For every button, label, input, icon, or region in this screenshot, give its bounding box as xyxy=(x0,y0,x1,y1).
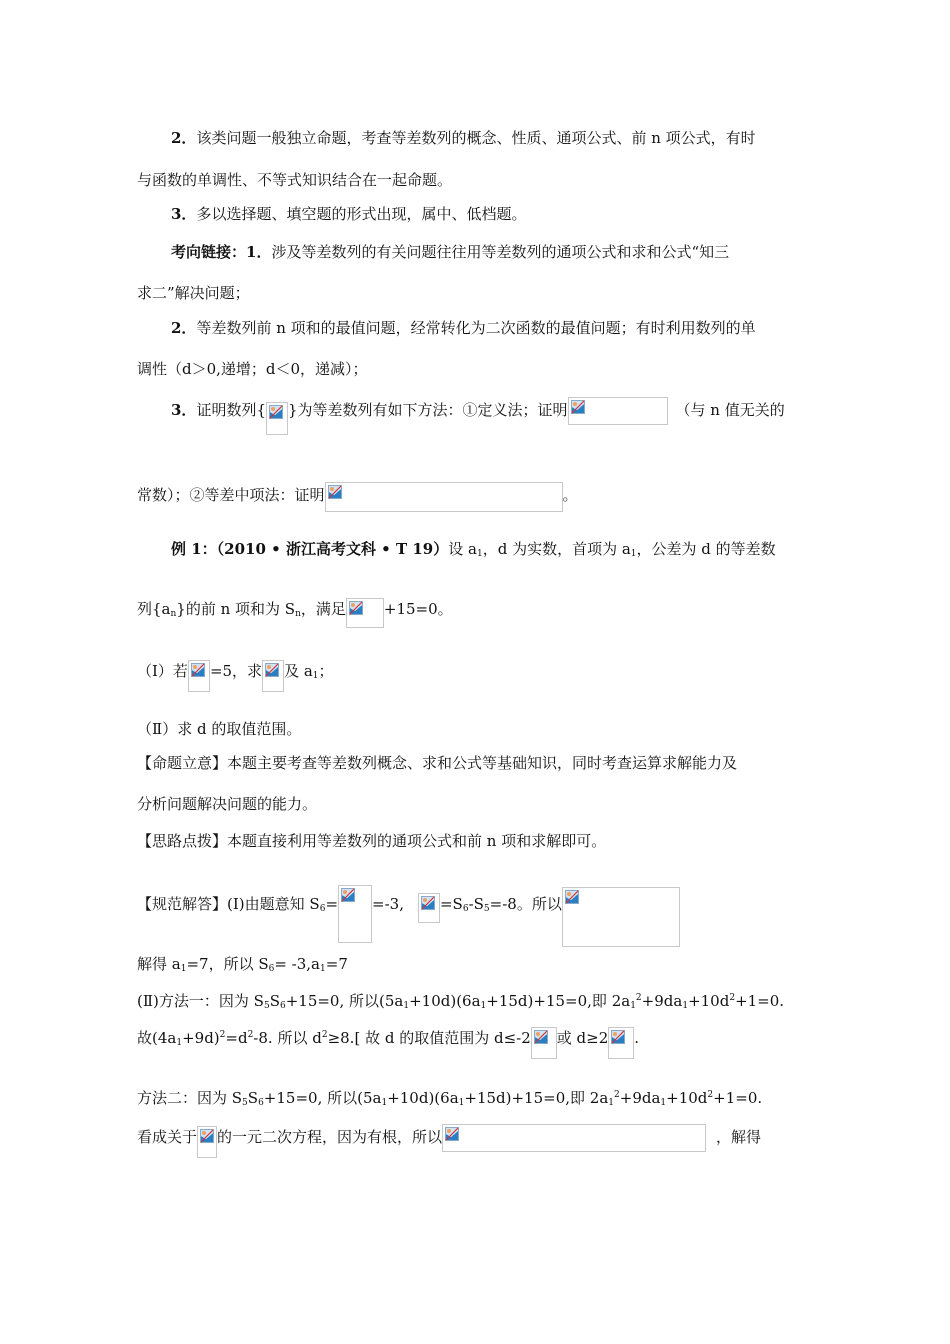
intent-paragraph xyxy=(137,753,737,773)
question-2: （Ⅱ）求 d 的取值范围。 xyxy=(137,720,302,738)
text-run: = xyxy=(325,895,339,913)
text-run: ，解得 xyxy=(716,1128,762,1146)
text-run: +15d)+15=0,即 2a xyxy=(464,1089,609,1107)
text-run: =7，所以 S xyxy=(186,955,269,973)
solution-part-1 xyxy=(137,885,680,947)
text-run: 解得 a xyxy=(137,955,181,973)
text-run: ，d 为实数，首项为 a xyxy=(482,540,631,558)
superscript: 2 xyxy=(321,1030,328,1040)
broken-image-icon xyxy=(534,1030,548,1044)
subscript: 6 xyxy=(462,904,469,914)
text-run: 。 xyxy=(562,486,578,504)
text-run: 的一元二次方程，因为有根，所以 xyxy=(217,1128,443,1146)
paragraph-5 xyxy=(171,397,785,435)
text-run: +10d)(6a xyxy=(387,1089,459,1107)
text-run: (Ⅱ)方法一：因为 S xyxy=(137,992,264,1010)
formula-image xyxy=(418,893,440,923)
formula-image xyxy=(608,1027,634,1059)
text-run: 列{a xyxy=(137,600,171,618)
paragraph-text: 多以选择题、填空题的形式出现，属中、低档题。 xyxy=(196,205,527,223)
subscript: 6 xyxy=(258,1098,264,1108)
text-run: =-8。所以 xyxy=(489,895,562,913)
method-2-line-1 xyxy=(137,1085,762,1113)
paragraph-text: 涉及等差数列的有关问题往往用等差数列的通项公式和求和公式“知三 xyxy=(271,243,730,261)
text-run: ； xyxy=(318,662,334,680)
text-run: =-3, xyxy=(372,895,404,913)
item-number: 1． xyxy=(246,243,272,261)
subscript: 1 xyxy=(682,1001,689,1011)
text-run: S xyxy=(269,992,280,1010)
subscript: 5 xyxy=(483,904,490,914)
text-run: 及 a xyxy=(284,662,313,680)
text-run: ≥8.[ 故 d 的取值范围为 d≤-2 xyxy=(327,1029,531,1047)
method-1-line-2 xyxy=(137,1025,639,1059)
text-run: +1=0. xyxy=(713,1089,763,1107)
broken-image-icon xyxy=(269,405,283,419)
subscript: 1 xyxy=(176,1038,183,1048)
subscript: n xyxy=(295,609,301,619)
text-run: = -3,a xyxy=(274,955,321,973)
text-run: =5，求 xyxy=(209,662,263,680)
subscript: 1 xyxy=(180,964,187,974)
formula-image xyxy=(188,660,210,692)
text-run: 本题直接利用等差数列的通项公式和前 n 项和求解即可。 xyxy=(227,832,607,850)
text-run: +1=0. xyxy=(735,992,785,1010)
text-run: 设 a xyxy=(448,540,477,558)
formula-image xyxy=(325,482,563,512)
example-1 xyxy=(171,539,776,564)
formula-image xyxy=(531,1027,557,1059)
text-run: }的前 n 项和为 S xyxy=(176,600,296,618)
text-run: +15=0。 xyxy=(383,600,453,618)
text-run: +9da xyxy=(641,992,683,1010)
subscript: n xyxy=(170,609,177,619)
subscript: 5 xyxy=(242,1098,248,1108)
broken-image-icon xyxy=(191,663,205,677)
formula-image xyxy=(346,598,384,628)
text-run: 故(4a xyxy=(137,1029,177,1047)
superscript: 2 xyxy=(729,993,736,1003)
subscript: 6 xyxy=(319,904,326,914)
section-label: 考向链接： xyxy=(171,243,247,261)
broken-image-icon xyxy=(611,1030,625,1044)
subscript: 1 xyxy=(320,964,326,974)
item-number: 2． xyxy=(171,319,197,337)
paragraph-3 xyxy=(171,242,729,262)
item-number: 3． xyxy=(171,401,197,419)
superscript: 2 xyxy=(219,1030,226,1040)
broken-image-icon xyxy=(571,400,585,414)
text-run: +9da xyxy=(619,1089,661,1107)
text-run: （Ⅰ）若 xyxy=(137,662,188,680)
text-run: 证明数列{ xyxy=(196,401,266,419)
solution-part-2 xyxy=(137,954,348,979)
text-run: ，满足 xyxy=(300,600,346,618)
subscript: 6 xyxy=(279,1001,286,1011)
formula-image xyxy=(262,660,284,692)
broken-image-icon xyxy=(328,485,342,499)
subscript: 1 xyxy=(660,1098,667,1108)
formula-image xyxy=(562,887,680,947)
hint-paragraph xyxy=(137,831,606,851)
method-1-line-1 xyxy=(137,988,784,1016)
superscript: 2 xyxy=(614,1090,620,1100)
paragraph-5-cont xyxy=(137,482,578,512)
superscript: 2 xyxy=(247,1030,254,1040)
paragraph-1 xyxy=(171,128,756,148)
section-label: 【命题立意】 xyxy=(137,754,228,772)
text-run: +15=0, 所以(5a xyxy=(285,992,404,1010)
text-run: 看成关于 xyxy=(137,1128,198,1146)
broken-image-icon xyxy=(421,896,435,910)
subscript: 1 xyxy=(458,1098,465,1108)
broken-image-icon xyxy=(445,1127,459,1141)
text-run: +9d) xyxy=(182,1029,220,1047)
text-run: =d xyxy=(225,1029,248,1047)
example-1-cont xyxy=(137,598,453,628)
question-1 xyxy=(137,660,334,692)
text-run: 方法二：因为 S xyxy=(137,1089,243,1107)
formula-image xyxy=(568,397,668,425)
text-run: +10d xyxy=(688,992,730,1010)
subscript: 1 xyxy=(630,1001,636,1011)
text-run: ，公差为 d 的等差数 xyxy=(636,540,776,558)
paragraph-text: 该类问题一般独立命题，考查等差数列的概念、性质、通项公式、前 n 项公式，有时 xyxy=(196,129,756,147)
superscript: 2 xyxy=(635,993,642,1003)
text-run: +10d)(6a xyxy=(409,992,481,1010)
text-run: +15=0, 所以(5a xyxy=(263,1089,382,1107)
subscript: 1 xyxy=(476,549,483,559)
item-number: 3． xyxy=(171,205,197,223)
section-label: 【规范解答】 xyxy=(137,895,228,913)
broken-image-icon xyxy=(265,663,279,677)
formula-image xyxy=(338,885,372,943)
paragraph-1-cont: 与函数的单调性、不等式知识结合在一起命题。 xyxy=(137,171,453,189)
text-run: (Ⅰ)由题意知 S xyxy=(227,895,320,913)
superscript: 2 xyxy=(707,1090,714,1100)
text-run: +15d)+15=0,即 2a xyxy=(486,992,631,1010)
text-run: =S xyxy=(439,895,463,913)
subscript: 1 xyxy=(608,1098,615,1108)
text-run: =7 xyxy=(325,955,348,973)
subscript: 1 xyxy=(630,549,637,559)
text-run: S xyxy=(247,1089,259,1107)
paragraph-3-cont: 求二”解决问题； xyxy=(137,284,250,302)
method-2-line-2 xyxy=(137,1124,761,1158)
subscript: 1 xyxy=(403,1001,410,1011)
text-run: -S xyxy=(468,895,484,913)
subscript: 5 xyxy=(263,1001,270,1011)
section-label: 【思路点拨】 xyxy=(137,832,228,850)
text-run: 或 d≥2 xyxy=(556,1029,609,1047)
formula-image xyxy=(442,1124,706,1152)
text-run: }为等差数列有如下方法：①定义法；证明 xyxy=(287,401,568,419)
subscript: 1 xyxy=(312,671,319,681)
text-run: 常数）；②等差中项法：证明 xyxy=(137,486,325,504)
formula-image xyxy=(197,1126,217,1158)
text-run: . xyxy=(634,1029,640,1047)
formula-image xyxy=(266,402,288,435)
paragraph-text: 等差数列前 n 项和的最值问题，经常转化为二次函数的最值问题；有时利用数列的单 xyxy=(196,319,756,337)
example-source: （2010 • 浙江高考文科 • T 19） xyxy=(216,540,449,558)
paragraph-4-cont: 调性（d＞0,递增；d＜0，递减）； xyxy=(137,360,368,378)
text-run: -8. 所以 d xyxy=(253,1029,322,1047)
subscript: 6 xyxy=(268,964,275,974)
example-label: 例 1： xyxy=(171,540,217,558)
broken-image-icon xyxy=(341,888,355,902)
broken-image-icon xyxy=(349,601,363,615)
text-run: （与 n 值无关的 xyxy=(675,401,785,419)
intent-paragraph-cont: 分析问题解决问题的能力。 xyxy=(137,795,318,813)
item-number: 2． xyxy=(171,129,197,147)
text-run: +10d xyxy=(666,1089,708,1107)
broken-image-icon xyxy=(200,1129,214,1143)
text-run: 本题主要考查等差数列概念、求和公式等基础知识，同时考查运算求解能力及 xyxy=(227,754,738,772)
paragraph-2 xyxy=(171,204,526,224)
subscript: 1 xyxy=(480,1001,487,1011)
paragraph-4 xyxy=(171,318,756,338)
broken-image-icon xyxy=(565,890,579,904)
subscript: 1 xyxy=(381,1098,388,1108)
